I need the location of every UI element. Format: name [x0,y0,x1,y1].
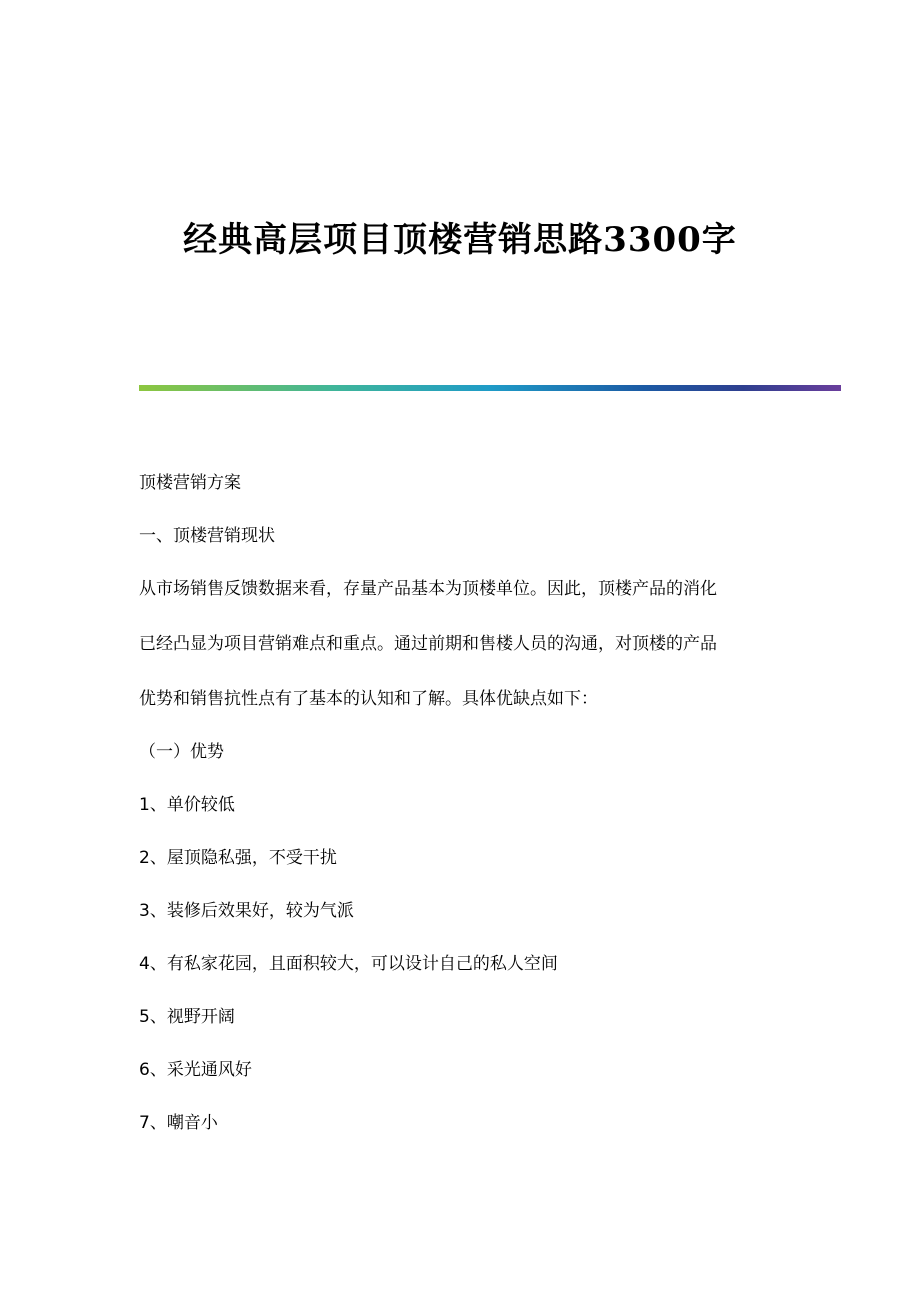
document-body [139,466,779,1141]
paragraph-line: 已经凸显为项目营销难点和重点。通过前期和售楼人员的沟通，对顶楼的产品 [139,634,717,654]
list-item: 1、单价较低 [139,795,235,815]
plan-heading: 顶楼营销方案 [139,473,241,493]
list-item: 2、屋顶隐私强，不受干扰 [139,848,337,868]
paragraph-line: 从市场销售反馈数据来看，存量产品基本为顶楼单位。因此，顶楼产品的消化 [139,579,717,599]
section-heading: 一、顶楼营销现状 [139,526,275,546]
list-item: 3、装修后效果好，较为气派 [139,901,354,921]
list-item: 7、嘲音小 [139,1113,218,1133]
list-item: 5、视野开阔 [139,1007,235,1027]
list-item: 4、有私家花园，且面积较大，可以设计自己的私人空间 [139,954,558,974]
subsection-heading: （一）优势 [139,742,224,762]
paragraph-line: 优势和销售抗性点有了基本的认知和了解。具体优缺点如下： [139,689,598,709]
list-item: 6、采光通风好 [139,1060,252,1080]
document-title: 经典高层项目顶楼营销思路3300字 [183,220,737,260]
title-divider-bar [139,385,841,391]
